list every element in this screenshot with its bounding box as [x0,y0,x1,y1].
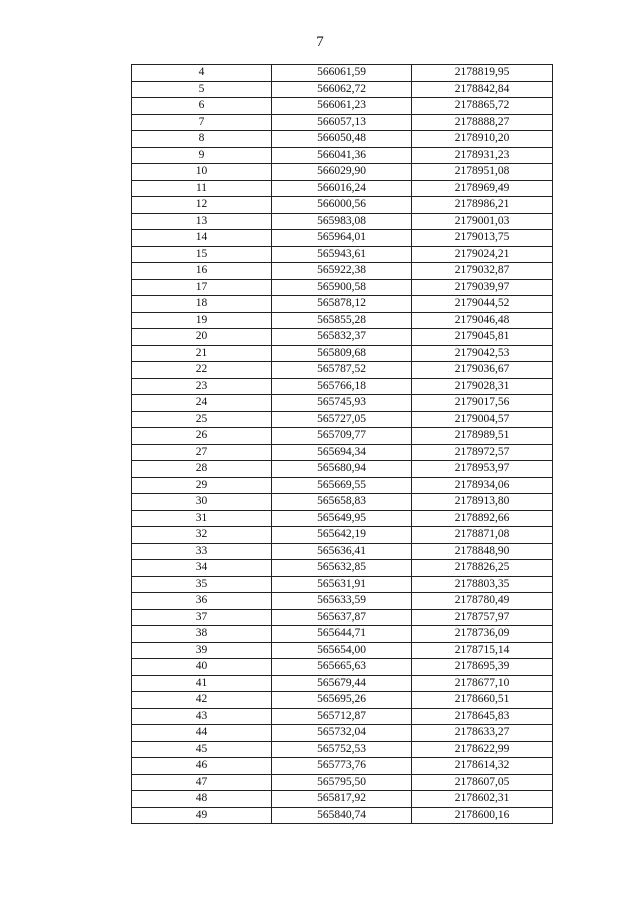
y-coordinate-cell: 2178660,51 [412,692,553,709]
x-coordinate-cell: 565709,77 [272,428,412,445]
table-row [132,791,553,808]
y-coordinate-cell: 2178888,27 [412,114,553,131]
table-row [132,609,553,626]
table-row [132,708,553,725]
y-coordinate-cell: 2178931,23 [412,147,553,164]
table-row [132,543,553,560]
y-coordinate-cell: 2179004,57 [412,411,553,428]
table-row [132,329,553,346]
point-number-cell: 38 [132,626,272,643]
table-row [132,213,553,230]
x-coordinate-cell: 566000,56 [272,197,412,214]
table-row [132,428,553,445]
point-number-cell: 7 [132,114,272,131]
y-coordinate-cell: 2178951,08 [412,164,553,181]
y-coordinate-cell: 2179001,03 [412,213,553,230]
y-coordinate-cell: 2178602,31 [412,791,553,808]
point-number-cell: 30 [132,494,272,511]
point-number-cell: 46 [132,758,272,775]
point-number-cell: 23 [132,378,272,395]
point-number-cell: 31 [132,510,272,527]
point-number-cell: 42 [132,692,272,709]
point-number-cell: 40 [132,659,272,676]
point-number-cell: 17 [132,279,272,296]
table-row [132,510,553,527]
x-coordinate-cell: 566041,36 [272,147,412,164]
x-coordinate-cell: 566057,13 [272,114,412,131]
y-coordinate-cell: 2178986,21 [412,197,553,214]
table-row [132,197,553,214]
x-coordinate-cell: 565787,52 [272,362,412,379]
y-coordinate-cell: 2178600,16 [412,807,553,824]
point-number-cell: 10 [132,164,272,181]
table-row [132,378,553,395]
table-row [132,65,553,82]
table-row [132,263,553,280]
y-coordinate-cell: 2179017,56 [412,395,553,412]
y-coordinate-cell: 2178865,72 [412,98,553,115]
y-coordinate-cell: 2179028,31 [412,378,553,395]
y-coordinate-cell: 2179045,81 [412,329,553,346]
y-coordinate-cell: 2178871,08 [412,527,553,544]
x-coordinate-cell: 565809,68 [272,345,412,362]
table-row [132,362,553,379]
x-coordinate-cell: 565649,95 [272,510,412,527]
x-coordinate-cell: 565832,37 [272,329,412,346]
table-row [132,527,553,544]
point-number-cell: 19 [132,312,272,329]
point-number-cell: 37 [132,609,272,626]
x-coordinate-cell: 565983,08 [272,213,412,230]
x-coordinate-cell: 565658,83 [272,494,412,511]
y-coordinate-cell: 2178757,97 [412,609,553,626]
point-number-cell: 21 [132,345,272,362]
table-row [132,279,553,296]
y-coordinate-cell: 2179036,67 [412,362,553,379]
table-row [132,494,553,511]
x-coordinate-cell: 565665,63 [272,659,412,676]
y-coordinate-cell: 2179032,87 [412,263,553,280]
y-coordinate-cell: 2179013,75 [412,230,553,247]
table-row [132,725,553,742]
table-row [132,807,553,824]
y-coordinate-cell: 2178826,25 [412,560,553,577]
x-coordinate-cell: 565695,26 [272,692,412,709]
y-coordinate-cell: 2178913,80 [412,494,553,511]
point-number-cell: 11 [132,180,272,197]
table-row [132,642,553,659]
x-coordinate-cell: 565637,87 [272,609,412,626]
table-row [132,675,553,692]
point-number-cell: 32 [132,527,272,544]
x-coordinate-cell: 565632,85 [272,560,412,577]
x-coordinate-cell: 565679,44 [272,675,412,692]
y-coordinate-cell: 2179042,53 [412,345,553,362]
x-coordinate-cell: 565636,41 [272,543,412,560]
x-coordinate-cell: 565745,93 [272,395,412,412]
table-row [132,230,553,247]
point-number-cell: 18 [132,296,272,313]
point-number-cell: 12 [132,197,272,214]
point-number-cell: 27 [132,444,272,461]
y-coordinate-cell: 2178633,27 [412,725,553,742]
y-coordinate-cell: 2178892,66 [412,510,553,527]
point-number-cell: 13 [132,213,272,230]
y-coordinate-cell: 2178622,99 [412,741,553,758]
y-coordinate-cell: 2178969,49 [412,180,553,197]
table-row [132,560,553,577]
point-number-cell: 33 [132,543,272,560]
y-coordinate-cell: 2178910,20 [412,131,553,148]
x-coordinate-cell: 565943,61 [272,246,412,263]
x-coordinate-cell: 565773,76 [272,758,412,775]
table-row [132,576,553,593]
point-number-cell: 15 [132,246,272,263]
point-number-cell: 4 [132,65,272,82]
x-coordinate-cell: 565964,01 [272,230,412,247]
point-number-cell: 34 [132,560,272,577]
point-number-cell: 5 [132,81,272,98]
table-row [132,741,553,758]
point-number-cell: 39 [132,642,272,659]
x-coordinate-cell: 565795,50 [272,774,412,791]
table-row [132,411,553,428]
y-coordinate-cell: 2178614,32 [412,758,553,775]
coordinates-table-body [132,65,553,824]
point-number-cell: 43 [132,708,272,725]
x-coordinate-cell: 566050,48 [272,131,412,148]
table-row [132,461,553,478]
y-coordinate-cell: 2178972,57 [412,444,553,461]
table-row [132,626,553,643]
point-number-cell: 26 [132,428,272,445]
table-row [132,147,553,164]
y-coordinate-cell: 2178848,90 [412,543,553,560]
table-row [132,246,553,263]
table-row [132,180,553,197]
x-coordinate-cell: 565922,38 [272,263,412,280]
x-coordinate-cell: 565817,92 [272,791,412,808]
x-coordinate-cell: 565727,05 [272,411,412,428]
point-number-cell: 44 [132,725,272,742]
table-row [132,296,553,313]
y-coordinate-cell: 2178715,14 [412,642,553,659]
y-coordinate-cell: 2178989,51 [412,428,553,445]
point-number-cell: 48 [132,791,272,808]
table-row [132,659,553,676]
x-coordinate-cell: 566061,23 [272,98,412,115]
table-row [132,758,553,775]
x-coordinate-cell: 565878,12 [272,296,412,313]
y-coordinate-cell: 2178803,35 [412,576,553,593]
point-number-cell: 24 [132,395,272,412]
table-row [132,593,553,610]
table-row [132,98,553,115]
x-coordinate-cell: 565900,58 [272,279,412,296]
y-coordinate-cell: 2178695,39 [412,659,553,676]
x-coordinate-cell: 565766,18 [272,378,412,395]
y-coordinate-cell: 2179039,97 [412,279,553,296]
x-coordinate-cell: 565669,55 [272,477,412,494]
point-number-cell: 8 [132,131,272,148]
y-coordinate-cell: 2179044,52 [412,296,553,313]
point-number-cell: 16 [132,263,272,280]
point-number-cell: 49 [132,807,272,824]
x-coordinate-cell: 565680,94 [272,461,412,478]
x-coordinate-cell: 565644,71 [272,626,412,643]
point-number-cell: 22 [132,362,272,379]
table-row [132,345,553,362]
y-coordinate-cell: 2178677,10 [412,675,553,692]
table-row [132,164,553,181]
point-number-cell: 41 [132,675,272,692]
table-row [132,444,553,461]
table-row [132,131,553,148]
y-coordinate-cell: 2178842,84 [412,81,553,98]
coordinates-table [131,64,553,824]
point-number-cell: 28 [132,461,272,478]
x-coordinate-cell: 565633,59 [272,593,412,610]
point-number-cell: 29 [132,477,272,494]
y-coordinate-cell: 2179024,21 [412,246,553,263]
x-coordinate-cell: 566062,72 [272,81,412,98]
y-coordinate-cell: 2178953,97 [412,461,553,478]
x-coordinate-cell: 566016,24 [272,180,412,197]
table-row [132,692,553,709]
page-number: 7 [316,34,324,50]
point-number-cell: 45 [132,741,272,758]
y-coordinate-cell: 2178645,83 [412,708,553,725]
point-number-cell: 36 [132,593,272,610]
x-coordinate-cell: 565631,91 [272,576,412,593]
y-coordinate-cell: 2179046,48 [412,312,553,329]
point-number-cell: 6 [132,98,272,115]
y-coordinate-cell: 2178819,95 [412,65,553,82]
x-coordinate-cell: 565840,74 [272,807,412,824]
x-coordinate-cell: 565855,28 [272,312,412,329]
table-row [132,774,553,791]
table-row [132,81,553,98]
x-coordinate-cell: 565654,00 [272,642,412,659]
point-number-cell: 35 [132,576,272,593]
y-coordinate-cell: 2178736,09 [412,626,553,643]
point-number-cell: 14 [132,230,272,247]
y-coordinate-cell: 2178934,06 [412,477,553,494]
point-number-cell: 47 [132,774,272,791]
x-coordinate-cell: 566061,59 [272,65,412,82]
point-number-cell: 20 [132,329,272,346]
table-row [132,477,553,494]
x-coordinate-cell: 565642,19 [272,527,412,544]
point-number-cell: 25 [132,411,272,428]
table-row [132,114,553,131]
x-coordinate-cell: 565694,34 [272,444,412,461]
x-coordinate-cell: 565752,53 [272,741,412,758]
x-coordinate-cell: 565712,87 [272,708,412,725]
table-row [132,395,553,412]
y-coordinate-cell: 2178607,05 [412,774,553,791]
table-row [132,312,553,329]
y-coordinate-cell: 2178780,49 [412,593,553,610]
point-number-cell: 9 [132,147,272,164]
x-coordinate-cell: 565732,04 [272,725,412,742]
x-coordinate-cell: 566029,90 [272,164,412,181]
